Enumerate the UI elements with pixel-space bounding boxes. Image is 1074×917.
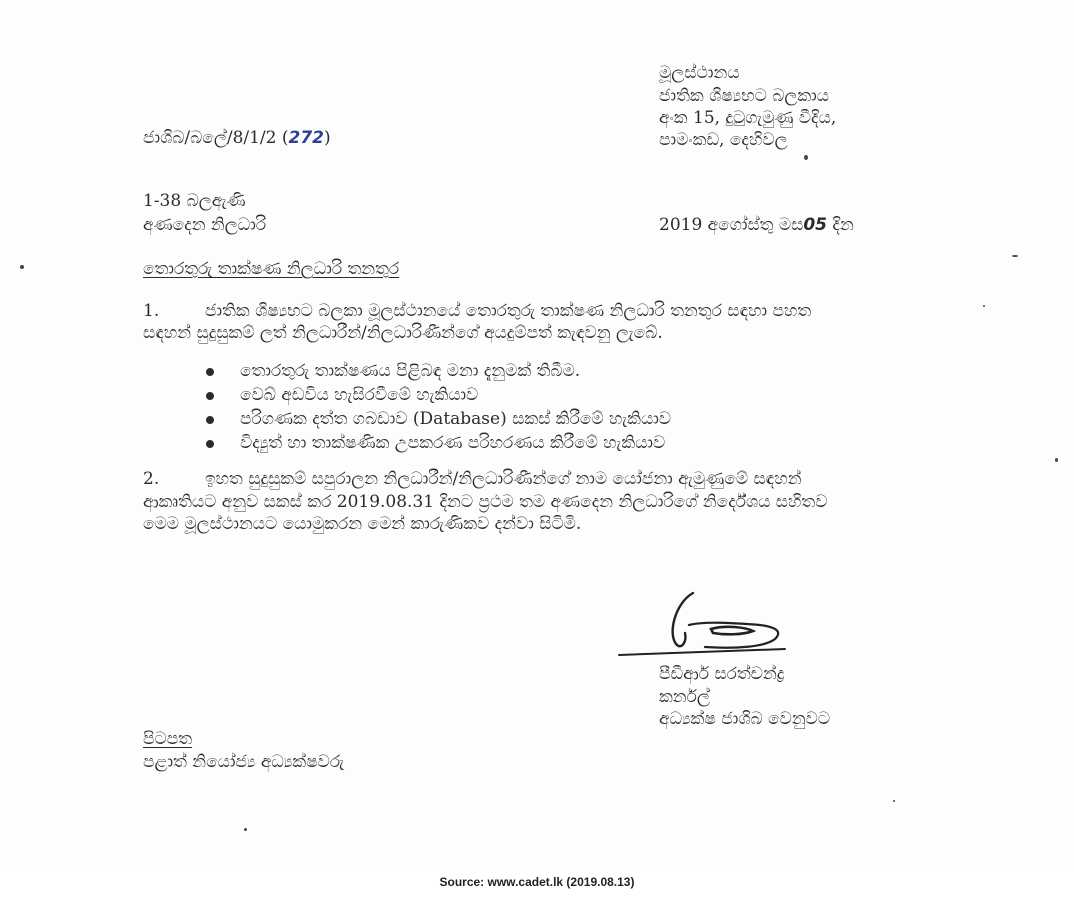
letterhead-line-2: ජාතික ශිෂ්‍යභට බලකාය [659, 86, 829, 106]
scan-speck [1012, 255, 1018, 257]
bullet-text: පරිගණක දත්ත ගබඩාව (Database) සකස් කිරීමේ හැකියාව [240, 409, 672, 429]
reference-prefix: ජාශිබ/බලේ/8/1/2 ( [143, 128, 289, 148]
paragraph-1 [205, 300, 811, 322]
scan-speck [244, 828, 247, 831]
paragraph-2 [205, 468, 802, 490]
scan-speck [983, 305, 985, 307]
bullet-icon [206, 368, 214, 376]
qualifications-list [206, 360, 671, 456]
copies-heading: පිටපත [143, 729, 193, 749]
letterhead-line-3: අංක 15, දුටුගැමුණු වීදිය, [659, 108, 837, 128]
list-item [206, 384, 671, 408]
letter-subject: තොරතුරු තාක්ෂණ නිලධාරි තනතුර [143, 259, 400, 279]
recipient-line-2: අණදෙන නිලධාරි [143, 215, 267, 235]
paragraph-2-line-1: ඉහත සුදුසුකම් සපුරාලන නිලධාරීන්/නිලධාරිණීන්ගේ නාම යෝජනා ඇමුණුමේ සඳහන් [205, 469, 802, 489]
date-prefix: 2019 අගෝස්තු මස [659, 215, 804, 235]
recipient-line-1: 1-38 බලඇණි [143, 191, 246, 211]
reference-suffix: ) [324, 128, 331, 148]
copies-line-1: පළාත් නියෝජ්‍ය අධ්‍යක්ෂවරු [143, 752, 345, 772]
bullet-icon [206, 440, 214, 448]
scan-speck [804, 155, 808, 160]
scan-speck [893, 800, 895, 802]
signatory-rank: කර්නල් [659, 687, 710, 707]
signatory-name: පීඩීආර් සරත්චන්ද්‍ර [659, 664, 785, 684]
scan-speck [1055, 458, 1058, 462]
paragraph-1-line-2: සඳහන් සුදුසුකම් ලත් නිලධාරීන්/නිලධාරිණීන්ගේ අයදුම්පත් කැඳවනු ලැබේ. [143, 323, 663, 343]
date-suffix: දින [827, 215, 854, 235]
paragraph-1-line-1: ජාතික ශිෂ්‍යභට බලකා මූලස්ථානයේ තොරතුරු තාක්ෂණ නිලධාරි තනතුර සඳහා පහත [205, 301, 812, 321]
paragraph-2-line-3: මෙම මූලස්ථානයට යොමුකරන මෙන් කාරුණිකව දන්වා සිටිමි. [143, 514, 582, 534]
source-caption: Source: www.cadet.lk (2019.08.13) [439, 875, 635, 889]
paragraph-1-number: 1. [143, 301, 160, 321]
date-handwritten-day: 05 [803, 215, 828, 235]
bullet-text: තොරතුරු තාක්ෂණය පිළිබඳ මනා දැනුමක් තිබීම. [240, 361, 581, 381]
reference-number [143, 127, 331, 149]
bullet-icon [206, 392, 214, 400]
paragraph-2-line-2: ආකෘතියට අනුව සකස් කර 2019.08.31 දිනට ප්‍රථම තම අණදෙන නිලධාරිගේ නිර්දේශය සහිතව [143, 492, 828, 512]
bullet-text: විද්‍යුත් හා තාක්ෂණික උපකරණ පරිහරණය කිරීමේ හැකියාව [240, 433, 666, 453]
list-item [206, 360, 671, 384]
paragraph-1-cont [143, 322, 663, 344]
letterhead-line-1: මූලස්ථානය [659, 63, 740, 83]
signature-icon [615, 585, 805, 665]
letter-date [659, 214, 854, 236]
letterhead-line-4: පාමංකඩ, දෙහිවල [659, 130, 788, 150]
paragraph-2-cont [143, 491, 827, 535]
list-item [206, 408, 671, 432]
paragraph-2-number: 2. [143, 469, 160, 489]
list-item [206, 432, 671, 456]
scan-speck [20, 265, 24, 269]
bullet-icon [206, 416, 214, 424]
bullet-text: වෙබ් අඩවිය හැසිරවීමේ හැකියාව [240, 385, 479, 405]
signatory-designation: අධ්‍යක්ෂ ජාශිබ වෙනුවට [659, 709, 831, 729]
reference-handwritten-number: 272 [288, 128, 325, 148]
